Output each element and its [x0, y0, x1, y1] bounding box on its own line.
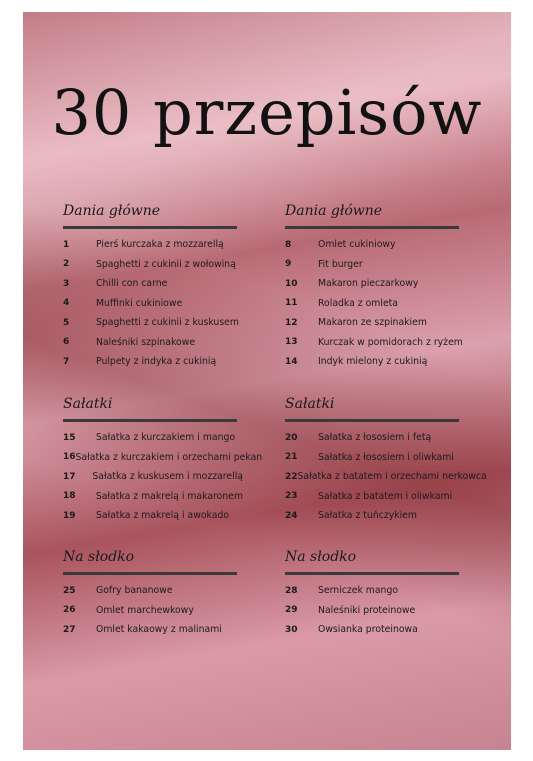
item-label: Serniczek mango [318, 585, 399, 597]
section-title: Sałatki [285, 396, 335, 412]
section-title: Dania główne [285, 203, 383, 219]
list-item [63, 581, 243, 601]
item-number: 6 [63, 337, 70, 348]
item-number: 17 [63, 471, 76, 482]
section-divider [285, 572, 459, 575]
item-label: Sałatka z łososiem i fetą [318, 432, 432, 444]
item-number: 22 [285, 471, 298, 482]
section-title: Na słodko [63, 549, 135, 565]
page-title: 30 przepisów [51, 76, 483, 149]
item-number: 8 [285, 239, 292, 250]
list-item [63, 448, 263, 468]
list-item [285, 294, 465, 314]
item-number: 25 [63, 585, 76, 596]
list-item [285, 274, 465, 294]
section-divider [285, 419, 459, 422]
list-item [63, 294, 243, 314]
list-item [285, 333, 465, 353]
list-item [63, 235, 243, 255]
item-label: Omlet kakaowy z malinami [96, 624, 222, 636]
list-item [63, 274, 243, 294]
item-label: Omlet cukiniowy [318, 239, 396, 251]
list-item [285, 235, 465, 255]
item-number: 7 [63, 356, 70, 367]
item-label: Naleśniki proteinowe [318, 604, 416, 616]
item-number: 15 [63, 432, 76, 443]
item-number: 24 [285, 510, 298, 521]
item-label: Naleśniki szpinakowe [96, 336, 196, 348]
section-salads-left [63, 395, 263, 526]
item-label: Owsianka proteinowa [318, 624, 418, 636]
item-label: Spaghetti z cukinii z wołowiną [96, 258, 236, 270]
section-sweets-left [63, 548, 243, 640]
item-label: Sałatka z kurczakiem i orzechami pekan [75, 451, 263, 463]
item-label: Gofry bananowe [96, 585, 173, 597]
list-item [285, 620, 465, 640]
item-number: 30 [285, 624, 298, 635]
item-label: Spaghetti z cukinii z kuskusem [96, 317, 239, 329]
item-label: Makaron pieczarkowy [318, 278, 419, 290]
list-item [285, 487, 465, 507]
section-title: Dania główne [63, 203, 161, 219]
item-label: Sałatka z batatem i oliwkami [318, 490, 453, 502]
item-label: Pierś kurczaka z mozzarellą [96, 239, 224, 251]
item-label: Sałatka z batatem i orzechami nerkowca [297, 471, 487, 483]
item-number: 4 [63, 298, 70, 309]
list-item [285, 448, 465, 468]
item-label: Pulpety z indyka z cukinią [96, 356, 217, 368]
item-label: Chilli con carne [96, 278, 168, 290]
item-number: 14 [285, 356, 298, 367]
list-item [285, 352, 465, 372]
list-item [63, 506, 243, 526]
list-item [285, 506, 465, 526]
list-item [285, 255, 465, 275]
item-number: 20 [285, 432, 298, 443]
item-label: Sałatka z kurczakiem i mango [96, 432, 236, 444]
cover-page [23, 12, 511, 750]
item-number: 18 [63, 491, 76, 502]
item-number: 9 [285, 259, 292, 270]
section-divider [63, 419, 237, 422]
item-label: Fit burger [318, 258, 363, 270]
section-salads-right [285, 395, 487, 526]
item-label: Roladka z omleta [318, 297, 399, 309]
list-item [285, 601, 465, 621]
list-item [63, 601, 243, 621]
list-item [63, 487, 243, 507]
item-label: Makaron ze szpinakiem [318, 317, 427, 329]
item-number: 29 [285, 605, 298, 616]
list-item [63, 352, 243, 372]
item-number: 5 [63, 317, 70, 328]
item-number: 19 [63, 510, 76, 521]
item-label: Kurczak w pomidorach z ryżem [318, 336, 463, 348]
list-item [63, 313, 243, 333]
item-number: 26 [63, 605, 76, 616]
section-sweets-right [285, 548, 465, 640]
item-label: Sałatka z kuskusem i mozzarellą [92, 471, 243, 483]
list-item [63, 428, 243, 448]
item-number: 27 [63, 624, 76, 635]
item-number: 11 [285, 298, 298, 309]
list-item [285, 467, 487, 487]
list-item [285, 581, 465, 601]
item-number: 12 [285, 317, 298, 328]
item-number: 2 [63, 259, 70, 270]
section-main-dishes-left [63, 202, 243, 372]
item-label: Sałatka z tuńczykiem [318, 510, 417, 522]
section-divider [285, 226, 459, 229]
item-number: 16 [63, 452, 76, 463]
item-label: Sałatka z łososiem i oliwkami [318, 451, 454, 463]
item-number: 10 [285, 278, 298, 289]
list-item [63, 620, 243, 640]
item-label: Indyk mielony z cukinią [318, 356, 428, 368]
item-number: 1 [63, 239, 70, 250]
item-number: 23 [285, 491, 298, 502]
list-item [63, 255, 243, 275]
section-main-dishes-right [285, 202, 465, 372]
list-item [63, 467, 243, 487]
item-label: Sałatka z makrelą i makaronem [95, 490, 243, 502]
section-title: Na słodko [285, 549, 357, 565]
list-item [63, 333, 243, 353]
item-label: Sałatka z makrelą i awokado [96, 510, 230, 522]
item-number: 28 [285, 585, 298, 596]
section-title: Sałatki [63, 396, 113, 412]
section-divider [63, 226, 237, 229]
item-label: Omlet marchewkowy [96, 604, 194, 616]
item-number: 3 [63, 278, 70, 289]
item-label: Muffinki cukiniowe [96, 297, 183, 309]
list-item [285, 428, 465, 448]
section-divider [63, 572, 237, 575]
item-number: 21 [285, 452, 298, 463]
item-number: 13 [285, 337, 298, 348]
list-item [285, 313, 465, 333]
